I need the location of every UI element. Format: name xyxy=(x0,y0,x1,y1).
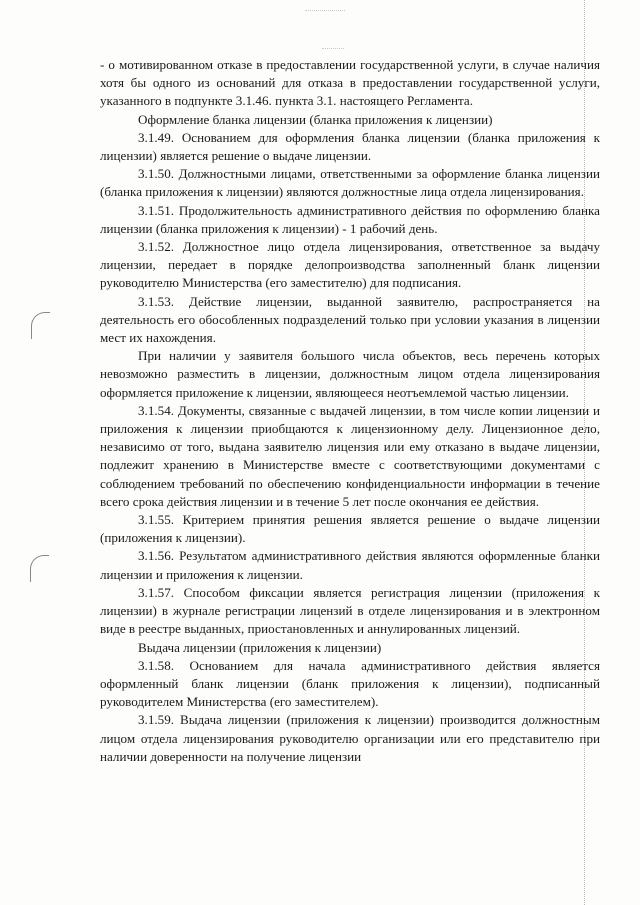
paragraph-3-1-52: 3.1.52. Должностное лицо отдела лицензирования, ответственное за выдачу лицензии, передает в порядке делопроизводства заполненный бланк лицензии руководителю Министерства (его заместителю) для подписания. xyxy=(100,239,600,291)
paragraph-3-1-57: 3.1.57. Способом фиксации является регистрация лицензии (приложения к лицензии) в журнале регистрации лицензий в отделе лицензирования и в электронном виде в реестре выданных, приостановленных и аннулированных лицензий. xyxy=(100,584,600,637)
paragraph-3-1-49: 3.1.49. Основанием для оформления бланка лицензии (бланка приложения к лицензии) является решение о выдаче лицензии. xyxy=(100,129,600,164)
paragraph-3-1-58: 3.1.58. Основанием для начала административного действия является оформленный бланк лицензии (бланк приложения к лицензии), подписанный руководителем Министерства (его заместителем). xyxy=(100,657,600,710)
paragraph-3-1-56: 3.1.56. Результатом административного действия являются оформленные бланки лицензии и приложения к лицензии. xyxy=(100,548,600,582)
section-heading-license-form: Оформление бланка лицензии (бланка приложения к лицензии) xyxy=(138,111,493,127)
document-body xyxy=(100,56,600,766)
scan-speck xyxy=(322,48,344,50)
paragraph-3-1-59: 3.1.59. Выдача лицензии (приложения к лицензии) производится должностным лицом отдела лицензирования руководителю организации или его представителю при наличии доверенности на получение лицензии xyxy=(100,712,600,764)
paragraph-3-1-55: 3.1.55. Критерием принятия решения является решение о выдаче лицензии (приложения к лицензии). xyxy=(100,512,600,546)
paragraph-3-1-54: 3.1.54. Документы, связанные с выдачей лицензии, в том числе копии лицензии и приложения к лицензии приобщаются к лицензионному делу. Лицензионное дело, независимо от того, выдана заявителю лицензия или ему отказано в выдаче лицензии, подлежит хранению в Министерстве вместе с соответствующими документами с соблюдением требований по обеспечению конфиденциальности информации в течение всего срока действия лицензии и в течение 5 лет после окончания ее действия. xyxy=(100,402,600,509)
paragraph-3-1-50: 3.1.50. Должностными лицами, ответственными за оформление бланка лицензии (бланка приложения к лицензии) являются должностные лица отдела лицензирования. xyxy=(100,166,600,200)
punch-hole-mark xyxy=(31,312,50,339)
paragraph-many-objects: При наличии у заявителя большого числа объектов, весь перечень которых невозможно разместить в лицензии, должностным лицом отдела лицензирования оформляется приложение к лицензии, являющееся неотъемлемой частью лицензии. xyxy=(100,348,600,400)
paragraph-refusal-notice: - о мотивированном отказе в предоставлении государственной услуги, в случае наличия хотя бы одного из оснований для отказа в предоставлении государственной услуги, указанного в подпункте 3.1.46. пункта 3.1. настоящего Регламента. xyxy=(100,57,600,109)
punch-hole-mark xyxy=(30,555,49,582)
scan-speck xyxy=(305,10,345,12)
paragraph-3-1-53: 3.1.53. Действие лицензии, выданной заявителю, распространяется на деятельность его обособленных подразделений только при условии указания в лицензии мест их нахождения. xyxy=(100,293,600,346)
section-heading-license-issue: Выдача лицензии (приложения к лицензии) xyxy=(138,639,382,655)
paragraph-3-1-51: 3.1.51. Продолжительность административного действия по оформлению бланка лицензии (бланка приложения к лицензии) - 1 рабочий день. xyxy=(100,202,600,236)
